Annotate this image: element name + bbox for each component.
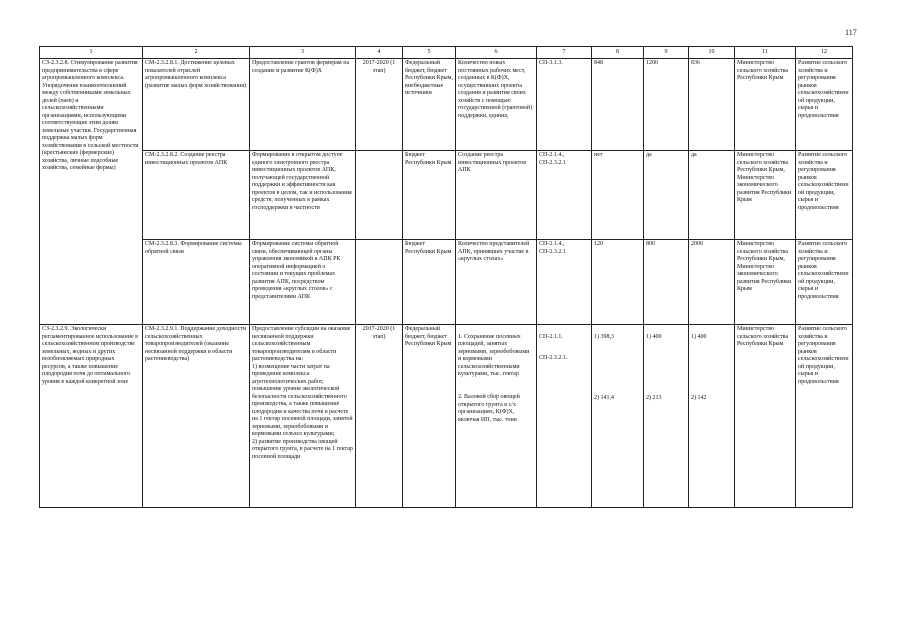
indicator-item: 2. Валовой сбор овощей открытого грунта в с/х организациях, К(Ф)Х, включая ИП, тыс. тонн [458,394,520,423]
column-header: 7 [537,47,592,59]
direction-cell: Развитие сельского хозяйства и регулирования рынков сельскохозяйственной продукции, сырья и продовольствия [796,59,853,151]
link-cell: СП-3.1.3. [537,59,592,151]
period-cell: 2017-2020 (1 этап) [356,325,403,508]
column-header: 6 [456,47,537,59]
value-cell: да [689,151,735,240]
period-cell: 2017-2020 (1 этап) [356,59,403,151]
value-item: 1) 398,3 [594,333,614,340]
link-cell: СП-2.1.4., СП-2.3.2.1 [537,240,592,325]
value-item: 1) 400 [691,333,707,340]
executor-cell: Министерство сельского хозяйства Республики Крым [735,59,796,151]
activity-cell: Формирование системы обратной связи, обеспечивающей органы управления экономикой в АПК РК оперативной информацией о состоянии и текущих проблемах развития АПК, посредством проведения «круглых столов» с представителями АПК [250,240,356,325]
value-cell: 800 [644,240,689,325]
value-cell [592,325,644,508]
period-cell [356,151,403,240]
link-cell: СП-2.1.4., СП-2.3.2.1 [537,151,592,240]
value-cell: нет [592,151,644,240]
link-item: СП-2.3.2.1. [539,354,568,361]
executor-cell: Министерство сельского хозяйства Республики Крым [735,325,796,508]
direction-cell: Развитие сельского хозяйства и регулирования рынков сельскохозяйственной продукции, сырья и продовольствия [796,151,853,240]
value-item: 1) 400 [646,333,662,340]
indicator-cell [456,325,537,508]
indicator-item: 1. Сохранение посевных площадей, занятых зерновыми, зернобобовыми и кормовыми сельскохозяйственными культурами, тыс. гектар [458,333,530,377]
direction-cell: Развитие сельского хозяйства и регулирования рынков сельскохозяйственной продукции, сырья и продовольствия [796,325,853,508]
page-number: 117 [845,28,857,37]
table-row [40,240,853,325]
measure-cell: СМ-2.3.2.8.1. Достижение целевых показателей отраслей агропромышленного комплекса (развитие малых форм хозяйствования) [143,59,250,151]
executor-cell: Министерство сельского хозяйства Республики Крым, Министерство экономического развития Республики Крым [735,151,796,240]
value-cell: 2000 [689,240,735,325]
column-header: 5 [403,47,456,59]
executor-cell: Министерство сельского хозяйства Республики Крым, Министерство экономического развития Республики Крым [735,240,796,325]
task-cell: СЗ-2.3.2.8. Стимулирование развития предпринимательства в сфере агропромышленного комплекса. Упорядочение взаимоотношений между собственниками земельных долей (паев) и сельскохозяйственными организациями, использующими соответствующие этим долям земельные участки. Государственная поддержка малых форм хозяйствования в сельской местности (крестьянские (фермерские) хозяйства, личные подсобные хозяйства, семейные фермы) [40,59,143,325]
value-cell: 836 [689,59,735,151]
funding-cell: Бюджет Республики Крым [403,151,456,240]
period-cell [356,240,403,325]
column-header: 12 [796,47,853,59]
value-cell: 848 [592,59,644,151]
table-row [40,151,853,240]
column-header: 9 [644,47,689,59]
task-cell: СЗ-2.3.2.9. Экологически регламентированное использование в сельскохозяйственном производстве земельных, водных и других возобновляемых природных ресурсов, а также повышение плодородия почв до оптимального уровня в каждой конкретной зоне [40,325,143,508]
value-item: 2) 213 [646,394,662,401]
measure-cell: СМ-2.3.2.9.1. Поддержание доходности сельскохозяйственных товаропроизводителей (оказание несвязанной поддержки в области растениеводства) [143,325,250,508]
measure-cell: СМ-2.3.2.8.2. Создание реестра инвестиционных проектов АПК [143,151,250,240]
indicator-cell: Создание реестра инвестиционных проектов АПК [456,151,537,240]
funding-cell: Федеральный бюджет, бюджет Республики Крым, внебюджетные источники [403,59,456,151]
value-item: 2) 141,4 [594,394,614,401]
indicator-cell: Количество новых постоянных рабочих мест, созданных в К(Ф)Х, осуществивших проекты создания и развития своих хозяйств с помощью государственной (грантовой) поддержки, единиц [456,59,537,151]
value-cell: 120 [592,240,644,325]
value-item: 2) 142 [691,394,707,401]
value-cell: да [644,151,689,240]
column-header: 10 [689,47,735,59]
column-header: 2 [143,47,250,59]
value-cell [689,325,735,508]
direction-cell: Развитие сельского хозяйства и регулирования рынков сельскохозяйственной продукции, сырья и продовольствия [796,240,853,325]
activity-cell: Предоставление субсидии на оказание несвязанной поддержки сельскохозяйственным товаропроизводителям в области растениеводства на: 1) возмещение части затрат на проведение комплекса агротехнологических работ, повышение уровня экологической безопасности сельскохозяйственного производства, а также повышение плодородия и качества почв в расчете на 1 гектар посевной площади, занятой зерновыми, зернобобовыми и кормовыми сельхоз культурами; 2) развитие производства овощей открытого грунта, в расчете на 1 гектар посевной площади [250,325,356,508]
activity-cell: Предоставление грантов фермерам на создание и развитие К(Ф)Х [250,59,356,151]
table-row [40,325,853,508]
value-cell: 1200 [644,59,689,151]
column-header: 4 [356,47,403,59]
activity-cell: Формирование в открытом доступе единого электронного реестра инвестиционных проектов АПК, получающей государственной поддержки и эффективности как проектов в целом, так и использования средств, полученных в рамках господдержки в частности [250,151,356,240]
link-item: СП-2.1.1. [539,333,563,340]
measure-cell: СМ-2.3.2.8.3. Формирование системы обратной связи [143,240,250,325]
funding-cell: Бюджет Республики Крым [403,240,456,325]
column-header: 8 [592,47,644,59]
column-header: 3 [250,47,356,59]
column-header: 1 [40,47,143,59]
value-cell [644,325,689,508]
funding-cell: Федеральный бюджет, бюджет Республики Крым [403,325,456,508]
header-row [40,47,853,59]
column-header: 11 [735,47,796,59]
link-cell [537,325,592,508]
indicator-cell: Количество представителей АПК, принявших участие в «круглых столах» [456,240,537,325]
table-row [40,59,853,151]
program-measures-table [39,46,853,508]
